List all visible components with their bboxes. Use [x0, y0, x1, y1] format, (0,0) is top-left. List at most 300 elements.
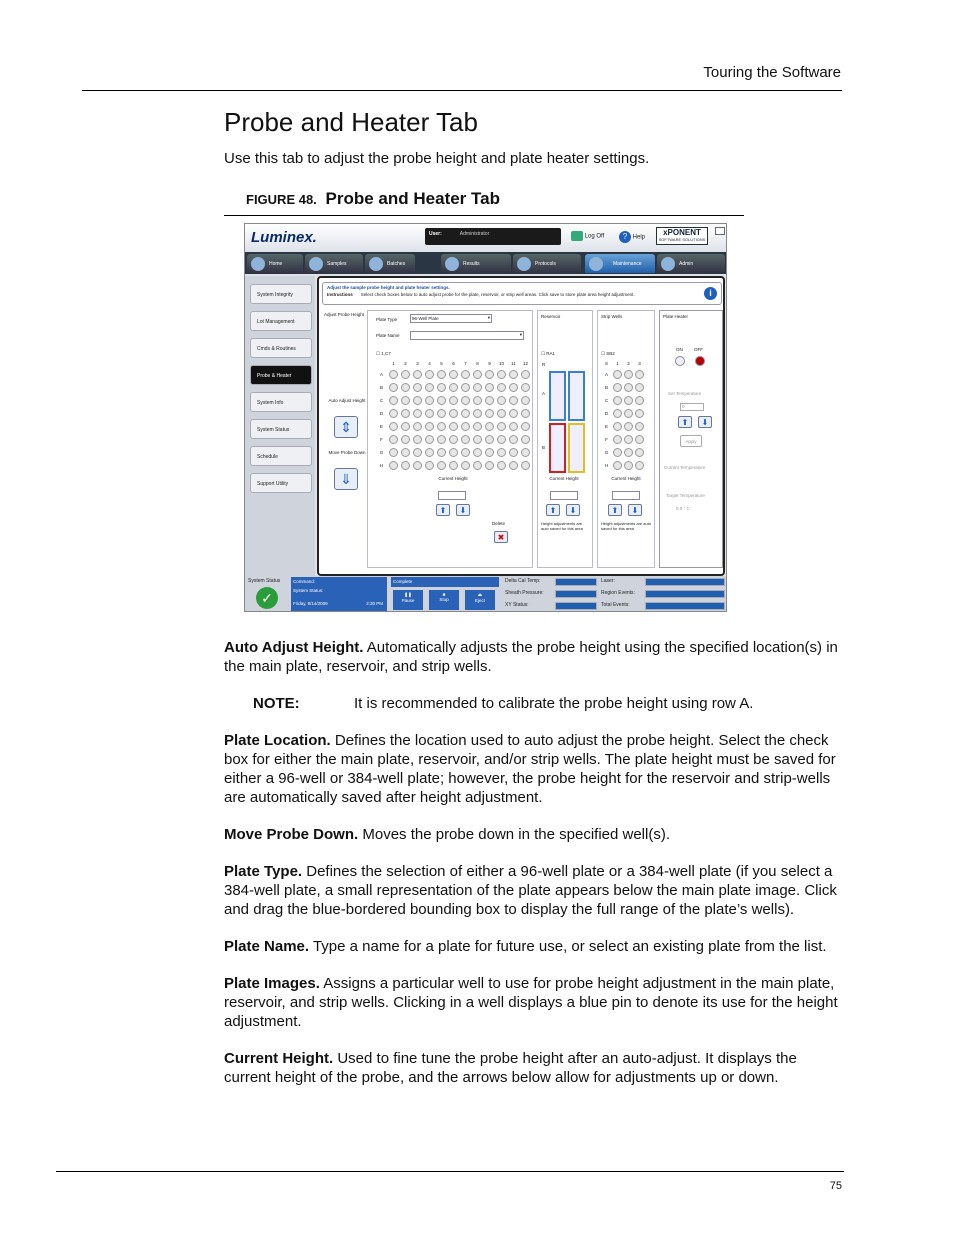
intro-text: Use this tab to adjust the probe height and plate heater settings.: [224, 150, 650, 167]
total-events-label: Total Events:: [601, 602, 630, 608]
plate-row-label: C: [379, 398, 384, 403]
user-value: Administrator: [459, 231, 490, 237]
plate-well[interactable]: [401, 448, 410, 457]
reservoir-grid[interactable]: [541, 361, 587, 475]
term: Move Probe Down.: [224, 826, 359, 843]
plate-row-label: G: [379, 450, 384, 455]
heater-off-label: OFF: [694, 347, 703, 352]
plate-well[interactable]: [461, 396, 470, 405]
plate-well[interactable]: [521, 396, 530, 405]
samples-icon: [309, 257, 323, 271]
plate-well[interactable]: [389, 383, 398, 392]
plate-well[interactable]: [509, 370, 518, 379]
set-temperature-field[interactable]: 0: [680, 403, 704, 411]
note: [253, 694, 844, 713]
eject-button[interactable]: [465, 590, 495, 610]
heater-on-radio[interactable]: [675, 356, 685, 366]
logoff-button[interactable]: [571, 231, 604, 241]
main-nav: [245, 252, 727, 274]
strip-current-height-field[interactable]: [612, 491, 640, 500]
plate-type-select[interactable]: [410, 314, 492, 323]
plate-well[interactable]: [473, 409, 482, 418]
sidebar-item-cmds-routines[interactable]: Cmds & Routines: [250, 338, 312, 358]
main-plate-grid[interactable]: [376, 361, 532, 475]
sidebar-item-lot-management[interactable]: Lot Management: [250, 311, 312, 331]
definition: Used to fine tune the probe height after an auto-adjust. It displays the current height of the probe, and the arrows below allow for adjustments up or down.: [224, 1050, 797, 1086]
main-current-height-field[interactable]: [438, 491, 466, 500]
logoff-icon: [571, 231, 583, 241]
plate-name-select[interactable]: [410, 331, 524, 340]
eject-icon: ⏏: [477, 592, 483, 597]
plate-well[interactable]: [389, 461, 398, 470]
plate-well[interactable]: [473, 383, 482, 392]
brand-name: xPONENT: [663, 228, 701, 237]
status-bar: [245, 576, 727, 612]
sidebar-item-system-info[interactable]: System Info: [250, 392, 312, 412]
app-topbar: [245, 224, 727, 252]
plate-well[interactable]: [485, 370, 494, 379]
plate-well[interactable]: [613, 396, 622, 405]
target-temperature-label: Target Temperature: [666, 493, 705, 498]
plate-well[interactable]: [635, 435, 644, 444]
plate-well[interactable]: [449, 383, 458, 392]
main-plate-check-label: 1,C7: [381, 351, 391, 356]
plate-well[interactable]: [401, 422, 410, 431]
move-probe-down-label: Move Probe Down: [328, 450, 366, 455]
strip-row-label: C: [604, 398, 609, 403]
plate-well[interactable]: [485, 435, 494, 444]
plate-well[interactable]: [624, 461, 633, 470]
header-rule: [82, 90, 842, 91]
plate-well[interactable]: [425, 396, 434, 405]
plate-type-paragraph: [224, 862, 844, 919]
chevron-down-icon: ▾: [519, 332, 522, 337]
tab-label: Admin: [679, 261, 694, 267]
plate-well[interactable]: [413, 409, 422, 418]
plate-well[interactable]: [485, 422, 494, 431]
strip-row-label: F: [605, 437, 608, 442]
plate-well[interactable]: [509, 448, 518, 457]
plate-well[interactable]: [635, 448, 644, 457]
plate-well[interactable]: [485, 409, 494, 418]
reservoir-label: Reservoir: [541, 314, 561, 319]
sidebar-item-system-integrity[interactable]: System Integrity: [250, 284, 312, 304]
main-height-down-button[interactable]: ⬇: [456, 504, 470, 516]
plate-row-label: B: [379, 385, 383, 390]
plate-well[interactable]: [449, 435, 458, 444]
plate-well[interactable]: [635, 422, 644, 431]
plate-well[interactable]: [413, 461, 422, 470]
plate-well[interactable]: [449, 409, 458, 418]
strip-column-label: S: [604, 361, 608, 366]
sidebar-item-support-utility[interactable]: Support Utility: [250, 473, 312, 493]
strip-wells-checkbox[interactable]: ☐ SB2: [601, 351, 615, 356]
plate-well[interactable]: [635, 396, 644, 405]
tab-label: Samples: [327, 261, 347, 267]
plate-column-label: 3: [416, 361, 419, 366]
plate-location-paragraph: [224, 731, 844, 807]
plate-well[interactable]: [461, 461, 470, 470]
command-status-box: [291, 577, 387, 611]
plate-well[interactable]: [437, 435, 446, 444]
plate-well[interactable]: [389, 448, 398, 457]
plate-well[interactable]: [509, 435, 518, 444]
tab-admin[interactable]: [657, 254, 725, 273]
minimize-icon[interactable]: [715, 227, 725, 235]
plate-well[interactable]: [613, 422, 622, 431]
plate-images-paragraph: [224, 974, 844, 1031]
instructions-box: [322, 282, 722, 305]
plate-well[interactable]: [613, 409, 622, 418]
plate-well[interactable]: [485, 448, 494, 457]
strip-column-label: 3: [638, 361, 641, 366]
strip-column-label: 2: [627, 361, 630, 366]
strip-height-down-button[interactable]: ⬇: [628, 504, 642, 516]
plate-well[interactable]: [461, 409, 470, 418]
protocols-icon: [517, 257, 531, 271]
plate-well[interactable]: [635, 409, 644, 418]
plate-well[interactable]: [473, 435, 482, 444]
plate-well[interactable]: [473, 370, 482, 379]
plate-well[interactable]: [509, 383, 518, 392]
plate-name-label: Plate Name: [376, 333, 400, 338]
instructions-title: Adjust the sample probe height and plate heater settings.: [327, 285, 450, 290]
laser-field: [645, 578, 725, 586]
plate-column-label: 7: [464, 361, 467, 366]
plate-well[interactable]: [461, 435, 470, 444]
strip-current-height-label: Current Height: [611, 476, 641, 481]
plate-well[interactable]: [413, 448, 422, 457]
figure-title: Probe and Heater Tab: [325, 189, 500, 208]
plate-row-label: F: [380, 437, 383, 442]
plate-well[interactable]: [624, 435, 633, 444]
tab-label: Home: [269, 261, 283, 267]
plate-well[interactable]: [624, 370, 633, 379]
strip-row-label: B: [604, 385, 608, 390]
tab-batches[interactable]: [365, 254, 415, 273]
auto-adjust-height-button[interactable]: ⇕: [334, 416, 358, 438]
auto-adjust-paragraph: [224, 638, 844, 676]
plate-well[interactable]: [473, 396, 482, 405]
batches-icon: [369, 257, 383, 271]
plate-well[interactable]: [449, 422, 458, 431]
term: Plate Name.: [224, 938, 310, 955]
reservoir-current-height-field[interactable]: [550, 491, 578, 500]
sidebar-item-probe-heater[interactable]: Probe & Heater: [250, 365, 312, 385]
term: Auto Adjust Height.: [224, 639, 364, 656]
plate-column-label: 12: [522, 361, 528, 366]
plate-well[interactable]: [485, 461, 494, 470]
reservoir-height-down-button[interactable]: ⬇: [566, 504, 580, 516]
footer-rule: [56, 1171, 844, 1172]
plate-well[interactable]: [613, 435, 622, 444]
sheath-pressure-field: [555, 590, 597, 598]
plate-well[interactable]: [497, 435, 506, 444]
tab-label: Maintenance: [613, 261, 642, 267]
plate-well[interactable]: [521, 448, 530, 457]
delete-icon[interactable]: ✖: [494, 531, 508, 543]
plate-well[interactable]: [413, 435, 422, 444]
plate-well[interactable]: [437, 461, 446, 470]
strip-height-up-button[interactable]: ⬆: [608, 504, 622, 516]
tab-protocols[interactable]: [513, 254, 581, 273]
plate-row-label: A: [379, 372, 383, 377]
move-probe-paragraph: [224, 825, 844, 844]
region-events-label: Region Events:: [601, 590, 635, 596]
page-title: Probe and Heater Tab: [224, 107, 478, 137]
plate-well[interactable]: [497, 370, 506, 379]
plate-well[interactable]: [497, 448, 506, 457]
strip-row-label: A: [604, 372, 608, 377]
plate-well[interactable]: [401, 383, 410, 392]
plate-well[interactable]: [389, 422, 398, 431]
admin-icon: [661, 257, 675, 271]
heater-off-radio[interactable]: [695, 356, 705, 366]
apply-button[interactable]: Apply: [680, 435, 702, 447]
plate-well[interactable]: [437, 396, 446, 405]
plate-column-label: 6: [452, 361, 455, 366]
reservoir-well[interactable]: [568, 371, 585, 421]
plate-column-label: 5: [440, 361, 443, 366]
plate-well[interactable]: [485, 396, 494, 405]
strip-height-note: Height adjustments are auto saved for this area: [601, 521, 652, 531]
plate-well[interactable]: [425, 422, 434, 431]
logoff-label: Log Off: [584, 233, 605, 240]
plate-well[interactable]: [509, 461, 518, 470]
command-label: Command:: [293, 579, 316, 584]
plate-well[interactable]: [401, 409, 410, 418]
plate-well[interactable]: [613, 461, 622, 470]
plate-well[interactable]: [497, 409, 506, 418]
pause-button[interactable]: [393, 590, 423, 610]
reservoir-checkbox[interactable]: ☐ RA1: [541, 351, 556, 356]
plate-well[interactable]: [401, 396, 410, 405]
definition: Assigns a particular well to use for probe height adjustment in the main plate, reservoir, and strip wells. Clicking in a well displays a blue pin to denote its use for the height adjustment.: [224, 975, 838, 1030]
strip-row-label: E: [604, 424, 608, 429]
plate-well[interactable]: [509, 409, 518, 418]
plate-well[interactable]: [461, 422, 470, 431]
temp-up-button[interactable]: ⬆: [678, 416, 692, 428]
plate-column-label: 2: [404, 361, 407, 366]
plate-well[interactable]: [624, 396, 633, 405]
plate-well[interactable]: [413, 396, 422, 405]
strip-row-label: G: [604, 450, 609, 455]
stop-label: Stop: [439, 597, 449, 602]
user-label: User:: [429, 231, 442, 237]
plate-column-label: 10: [498, 361, 504, 366]
heater-on-label: ON: [676, 347, 683, 352]
plate-well[interactable]: [449, 396, 458, 405]
definition: Defines the selection of either a 96-well plate or a 384-well plate (if you select a 384-well plate, a small representation of the plate appears below the main plate image. Click and drag the blue-bordered bounding box to display the full range of the plate’s wells).: [224, 863, 837, 918]
pause-icon: ❚❚: [404, 592, 412, 597]
plate-heater-label: Plate Heater: [663, 314, 689, 319]
plate-well[interactable]: [425, 383, 434, 392]
plate-well[interactable]: [624, 383, 633, 392]
plate-well[interactable]: [497, 461, 506, 470]
plate-well[interactable]: [425, 370, 434, 379]
plate-well[interactable]: [624, 422, 633, 431]
reservoir-height-up-button[interactable]: ⬆: [546, 504, 560, 516]
note-text: It is recommended to calibrate the probe height using row A.: [354, 695, 754, 712]
plate-column-label: 8: [476, 361, 479, 366]
plate-well[interactable]: [624, 448, 633, 457]
plate-well[interactable]: [413, 422, 422, 431]
home-icon: [251, 257, 265, 271]
plate-well[interactable]: [425, 448, 434, 457]
plate-well[interactable]: [389, 409, 398, 418]
plate-well[interactable]: [473, 461, 482, 470]
plate-well[interactable]: [437, 370, 446, 379]
checkmark-icon: ✓: [256, 587, 278, 609]
plate-well[interactable]: [509, 396, 518, 405]
tab-maintenance[interactable]: [585, 254, 655, 273]
reservoir-well[interactable]: [549, 371, 566, 421]
plate-well[interactable]: [461, 383, 470, 392]
stop-icon: ■: [442, 592, 446, 597]
pause-label: Pause: [401, 598, 415, 603]
progress-complete: Complete: [391, 577, 499, 587]
plate-well[interactable]: [473, 422, 482, 431]
plate-well[interactable]: [389, 396, 398, 405]
plate-well[interactable]: [497, 396, 506, 405]
plate-well[interactable]: [413, 383, 422, 392]
plate-well[interactable]: [521, 383, 530, 392]
term: Plate Type.: [224, 863, 303, 880]
term: Plate Location.: [224, 732, 331, 749]
reservoir-well[interactable]: [549, 423, 566, 473]
strip-wells-grid[interactable]: [601, 361, 649, 475]
plate-well[interactable]: [521, 435, 530, 444]
help-button[interactable]: [619, 231, 645, 243]
reservoir-height-note: Height adjustments are auto saved for this area: [541, 521, 583, 531]
plate-well[interactable]: [437, 422, 446, 431]
stop-button[interactable]: [429, 590, 459, 610]
plate-row-label: E: [379, 424, 383, 429]
maintenance-icon: [589, 257, 603, 271]
plate-well[interactable]: [449, 461, 458, 470]
plate-well[interactable]: [437, 409, 446, 418]
plate-well[interactable]: [635, 461, 644, 470]
temp-down-button[interactable]: ⬇: [698, 416, 712, 428]
plate-column-label: 1: [392, 361, 395, 366]
plate-well[interactable]: [389, 435, 398, 444]
plate-row-label: D: [379, 411, 384, 416]
strip-row-label: D: [604, 411, 609, 416]
plate-well[interactable]: [635, 370, 644, 379]
plate-well[interactable]: [425, 461, 434, 470]
plate-heater-panel: [659, 310, 723, 568]
current-height-paragraph: [224, 1049, 844, 1087]
note-label: NOTE:: [253, 695, 300, 712]
strip-wells-label: Strip Wells: [601, 314, 623, 319]
sidebar-item-system-status[interactable]: System Status: [250, 419, 312, 439]
plate-column-label: 11: [511, 361, 516, 366]
definition: Moves the probe down in the specified well(s).: [358, 826, 671, 843]
software-screenshot: [244, 223, 727, 612]
plate-well[interactable]: [485, 383, 494, 392]
figure-label: FIGURE 48.: [246, 192, 317, 207]
plate-well[interactable]: [437, 448, 446, 457]
system-status-field-label: System Status:: [293, 588, 324, 593]
plate-well[interactable]: [413, 370, 422, 379]
plate-type-label: Plate Type: [376, 317, 398, 322]
eject-label: Eject: [474, 598, 485, 603]
plate-well[interactable]: [425, 435, 434, 444]
chevron-down-icon: ▾: [487, 315, 490, 320]
page-number: 75: [829, 1180, 842, 1192]
plate-well[interactable]: [437, 383, 446, 392]
delta-cal-temp-field: [555, 578, 597, 586]
plate-well[interactable]: [401, 461, 410, 470]
plate-well[interactable]: [449, 370, 458, 379]
main-plate-panel: [367, 310, 533, 568]
plate-well[interactable]: [461, 448, 470, 457]
reservoir-col-label: R: [542, 362, 546, 367]
brand-sub: SOFTWARE SOLUTIONS: [658, 237, 706, 242]
plate-well[interactable]: [613, 448, 622, 457]
plate-well[interactable]: [635, 383, 644, 392]
delete-label: Delete: [492, 521, 506, 526]
plate-well[interactable]: [389, 370, 398, 379]
plate-well[interactable]: [624, 409, 633, 418]
user-box: [425, 228, 561, 245]
xy-status-label: XY Status:: [505, 602, 529, 608]
tab-samples[interactable]: [305, 254, 363, 273]
plate-well[interactable]: [461, 370, 470, 379]
main-plate-checkbox[interactable]: ☐ 1,C7: [376, 351, 391, 356]
plate-well[interactable]: [509, 422, 518, 431]
tab-label: Results: [463, 261, 480, 267]
sheath-pressure-label: Sheath Pressure:: [505, 590, 544, 596]
region-events-field: [645, 590, 725, 598]
plate-well[interactable]: [497, 422, 506, 431]
main-height-up-button[interactable]: ⬆: [436, 504, 450, 516]
total-events-field: [645, 602, 725, 610]
plate-well[interactable]: [521, 422, 530, 431]
reservoir-check-label: RA1: [546, 351, 556, 356]
plate-well[interactable]: [473, 448, 482, 457]
plate-well[interactable]: [401, 435, 410, 444]
status-date: Friday, 9/14/2009: [293, 601, 328, 606]
plate-well[interactable]: [449, 448, 458, 457]
plate-well[interactable]: [521, 370, 530, 379]
plate-well[interactable]: [401, 370, 410, 379]
sidebar-item-schedule[interactable]: Schedule: [250, 446, 312, 466]
move-probe-down-button[interactable]: ⇓: [334, 468, 358, 490]
tab-home[interactable]: [247, 254, 303, 273]
adjust-probe-height-label: Adjust Probe Height: [324, 312, 365, 317]
plate-well[interactable]: [521, 409, 530, 418]
plate-type-value: 96-Well Plate: [412, 316, 439, 321]
plate-well[interactable]: [613, 383, 622, 392]
plate-well[interactable]: [497, 383, 506, 392]
instructions-text: Select check boxes below to auto adjust probe for the plate, reservoir, or strip well areas. Click save to store plate area height adjustment.: [360, 292, 635, 297]
info-icon[interactable]: i: [704, 287, 717, 300]
strip-row-label: H: [604, 463, 609, 468]
laser-label: Laser:: [601, 578, 615, 584]
probe-heater-panel: [317, 276, 725, 576]
reservoir-well[interactable]: [568, 423, 585, 473]
plate-well[interactable]: [613, 370, 622, 379]
plate-well[interactable]: [425, 409, 434, 418]
plate-well[interactable]: [521, 461, 530, 470]
system-status-label: System Status: [248, 578, 281, 584]
status-time: 2:30 PM: [366, 601, 383, 606]
set-temperature-label: Set Temperature: [668, 391, 702, 396]
strip-wells-panel: [597, 310, 655, 568]
term: Plate Images.: [224, 975, 320, 992]
tab-results[interactable]: [441, 254, 511, 273]
